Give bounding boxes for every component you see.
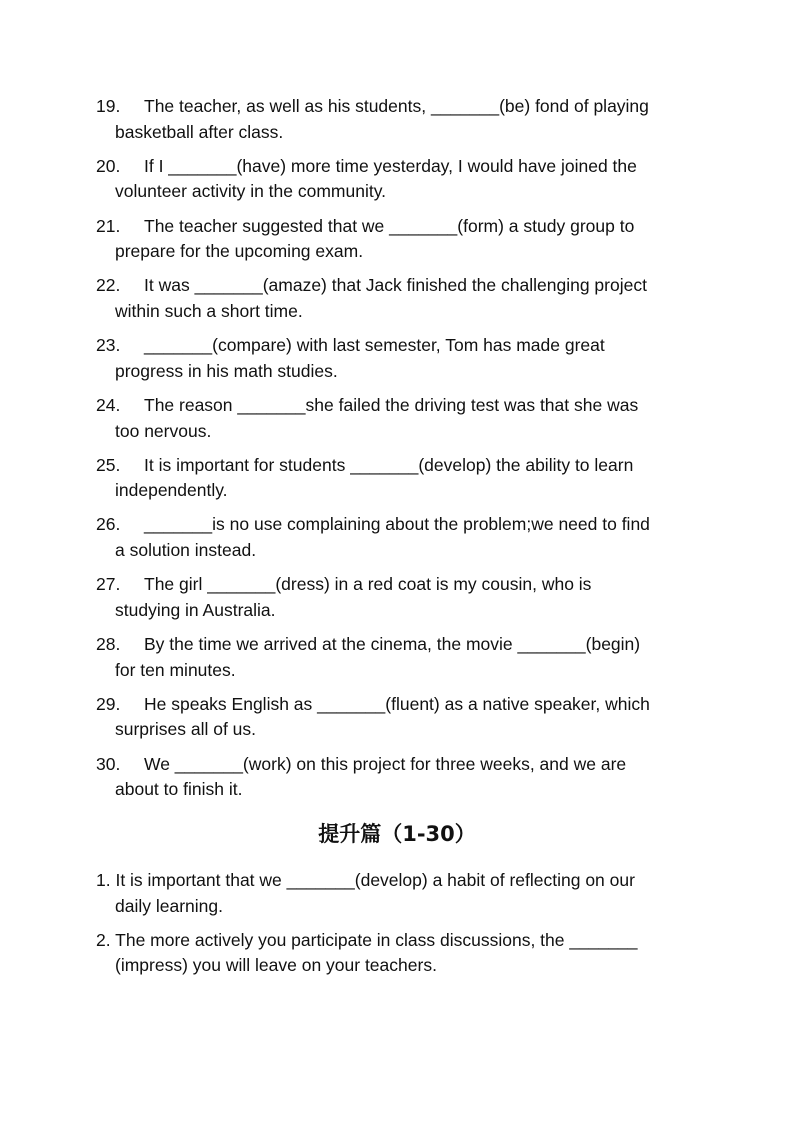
question-item-27 [96, 572, 706, 623]
section-heading: 提升篇（1-30） [318, 822, 476, 846]
question-item-29 [96, 692, 706, 743]
question-text: If I _______(have) more time yesterday, I would have joined the [144, 155, 637, 176]
question-item-22 [96, 273, 706, 324]
question-text-continued: too nervous. [115, 420, 212, 441]
question-text-continued: daily learning. [115, 895, 223, 916]
question-item-1 [96, 868, 706, 919]
question-text: 1. It is important that we _______(develop) a habit of reflecting on our [96, 870, 635, 890]
question-item-24 [96, 393, 706, 444]
question-item-2 [96, 928, 706, 979]
question-number: 21. [96, 215, 121, 236]
question-text-continued: studying in Australia. [115, 599, 276, 620]
question-text: It is important for students _______(develop) the ability to learn [144, 454, 634, 475]
question-text: The girl _______(dress) in a red coat is my cousin, who is [144, 574, 592, 595]
question-text: He speaks English as _______(fluent) as a native speaker, which [144, 693, 650, 714]
question-number: 25. [96, 454, 121, 475]
question-item-25 [96, 453, 706, 504]
question-number: 30. [96, 753, 121, 774]
question-item-30 [96, 752, 706, 803]
question-text-continued: for ten minutes. [115, 659, 236, 680]
question-number: 27. [96, 574, 121, 595]
question-number: 24. [96, 394, 121, 415]
question-text-continued: prepare for the upcoming exam. [115, 241, 364, 262]
exercise-list-advanced [96, 868, 706, 988]
question-number: 28. [96, 634, 121, 655]
question-text-continued: independently. [115, 480, 228, 501]
question-text-continued: a solution instead. [115, 540, 257, 561]
question-text-continued: progress in his math studies. [115, 360, 338, 381]
question-item-28 [96, 632, 706, 683]
question-text: The teacher suggested that we _______(form) a study group to [144, 215, 635, 236]
question-text-continued: basketball after class. [115, 121, 284, 142]
question-text-continued: (impress) you will leave on your teachers. [115, 955, 437, 976]
question-number: 23. [96, 335, 121, 356]
question-text: The reason _______she failed the driving test was that she was [144, 394, 639, 415]
question-item-19 [96, 94, 706, 145]
question-number: 26. [96, 514, 121, 535]
question-text: The teacher, as well as his students, _______(be) fond of playing [144, 96, 649, 116]
question-text: By the time we arrived at the cinema, the movie _______(begin) [144, 634, 641, 655]
question-text: 2. The more actively you participate in class discussions, the _______ [96, 929, 638, 950]
question-text: It was _______(amaze) that Jack finished the challenging project [144, 275, 647, 296]
question-number: 29. [96, 693, 121, 714]
question-text-continued: surprises all of us. [115, 719, 257, 740]
question-text: We _______(work) on this project for three weeks, and we are [144, 753, 627, 774]
question-text-continued: volunteer activity in the community. [115, 181, 387, 202]
question-item-26 [96, 512, 706, 563]
question-number: 22. [96, 275, 121, 296]
question-text: _______is no use complaining about the problem;we need to find [144, 514, 650, 535]
question-item-20 [96, 154, 706, 205]
question-text-continued: within such a short time. [115, 300, 303, 321]
question-text-continued: about to finish it. [115, 779, 243, 800]
question-number: 19. [96, 96, 121, 116]
question-item-23 [96, 333, 706, 384]
question-number: 20. [96, 155, 121, 176]
question-text: _______(compare) with last semester, Tom has made great [144, 335, 605, 356]
exercise-list-basic [96, 94, 706, 811]
question-item-21 [96, 214, 706, 265]
